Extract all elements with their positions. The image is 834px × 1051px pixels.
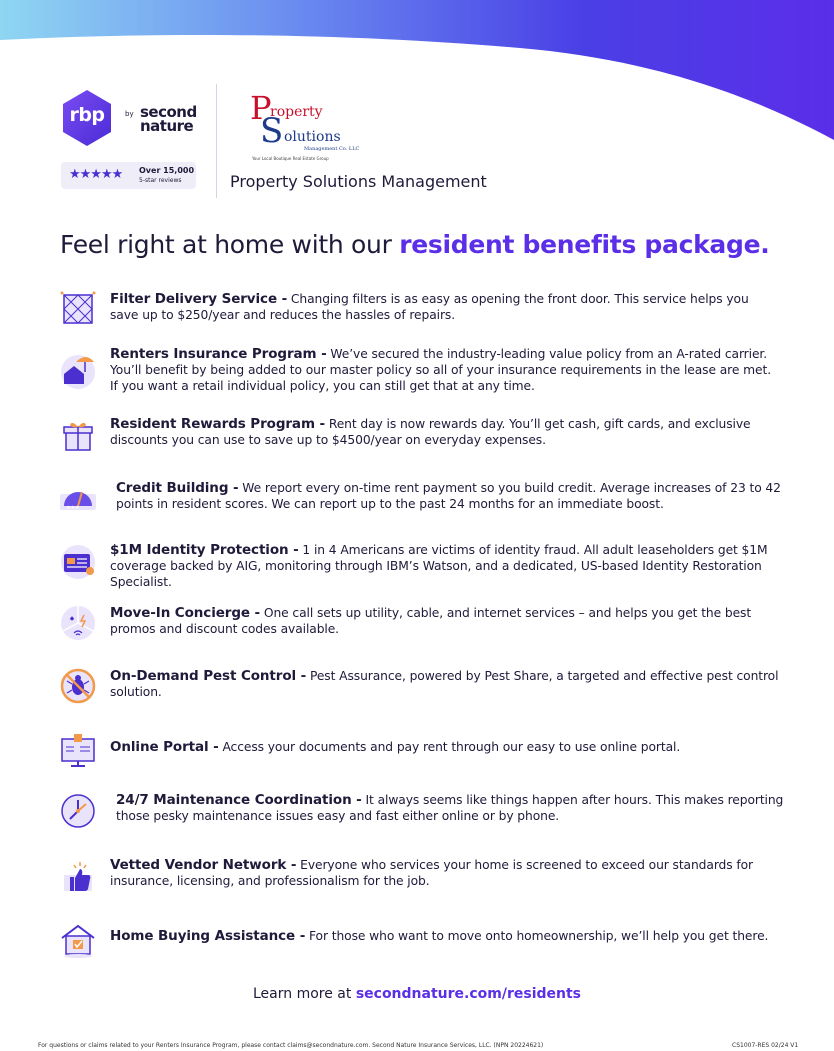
learn-more-link[interactable]: secondnature.com/residents <box>355 986 581 1002</box>
utilities-icon <box>58 603 98 643</box>
benefit-body: 1 in 4 Americans are victims of identity fraud. All adult leaseholders get $1M coverage backed by AIG, monitoring through IBM’s Watson, and a dedicated, US-based Identity Restoration Specialist. <box>110 543 768 589</box>
learn-more <box>0 986 834 1002</box>
benefit-text <box>110 928 780 944</box>
ps-logo-roperty: roperty <box>270 104 323 120</box>
benefit-title: Filter Delivery Service - <box>110 291 288 307</box>
svg-text:★★★: ★★★ <box>66 505 80 511</box>
filter-icon <box>58 289 98 329</box>
benefit-text <box>110 668 780 700</box>
footer-disclaimer: For questions or claims related to your Renters Insurance Program, please contact claims@secondnature.com. Second Nature Insurance Services, LLC. (NPN 20224621) <box>38 1042 544 1049</box>
benefit-text <box>110 542 780 590</box>
benefit-title: Vetted Vendor Network - <box>110 857 297 873</box>
footer-doc-code: CS1007-RES 02/24 V1 <box>732 1042 799 1049</box>
benefit-body: One call sets up utility, cable, and internet services – and helps you get the best promos and discount codes available. <box>110 606 752 636</box>
benefit-title: On-Demand Pest Control - <box>110 668 307 684</box>
no-bug-icon <box>58 666 98 706</box>
umbrella-house-icon <box>58 350 98 390</box>
headline-highlight-text: resident benefits package. <box>399 230 770 259</box>
benefit-text <box>116 480 786 512</box>
credit-gauge-icon <box>58 478 98 518</box>
benefit-title: Credit Building - <box>116 480 239 496</box>
benefit-body: Access your documents and pay rent through our easy to use online portal. <box>218 740 681 754</box>
thumbs-up-icon <box>58 857 98 897</box>
gift-icon <box>58 416 98 456</box>
home-check-icon <box>58 920 98 960</box>
page-headline <box>60 230 769 259</box>
learn-more-prefix: Learn more at <box>253 986 356 1002</box>
benefit-body: We’ve secured the industry-leading value policy from an A-rated carrier. You’ll benefit by being added to our master policy so all of your insurance requirements in the lease are met. If you want a retail individual policy, you can still get that at any time. <box>110 347 772 393</box>
benefit-title: Renters Insurance Program - <box>110 346 327 362</box>
identity-card-icon <box>58 542 98 582</box>
benefit-text <box>110 416 780 448</box>
rbp-logo <box>61 88 206 198</box>
property-solutions-logo <box>250 89 360 164</box>
benefit-body: Rent day is now rewards day. You’ll get cash, gift cards, and exclusive discounts you can use to save up to $4500/year on everyday expenses. <box>110 417 751 447</box>
benefit-text <box>110 291 780 323</box>
benefit-body: We report every on-time rent payment so you build credit. Average increases of 23 to 42 points in resident scores. We can report up to the past 24 months for an immediate boost. <box>116 481 781 511</box>
benefit-title: Move-In Concierge - <box>110 605 261 621</box>
company-name: Property Solutions Management <box>230 172 487 191</box>
benefit-body: Changing filters is as easy as opening the front door. This service helps you save up to $250/year and reduces the hassles of repairs. <box>110 292 749 322</box>
reviews-badge <box>61 162 196 189</box>
headline-highlight <box>399 230 769 259</box>
benefit-body: Everyone who services your home is screened to exceed our standards for insurance, licensing, and professionalism for the job. <box>110 858 753 888</box>
star-rating-icon: ★★★★★ <box>69 167 123 182</box>
second-nature-logo-text: second nature <box>140 103 197 135</box>
benefit-text <box>110 857 780 889</box>
ps-logo-mgmt: Management Co. LLC <box>304 146 360 152</box>
benefit-title: Resident Rewards Program - <box>110 416 326 432</box>
benefit-body: For those who want to move onto homeownership, we’ll help you get there. <box>305 929 769 943</box>
benefit-text <box>110 605 780 637</box>
by-text: by <box>125 110 134 118</box>
benefit-body: It always seems like things happen after hours. This makes reporting those pesky maintenance issues easy and fast either online or by phone. <box>116 793 784 823</box>
rbp-logo-text: rbp <box>69 104 105 126</box>
benefit-text <box>116 792 786 824</box>
benefit-body: Pest Assurance, powered by Pest Share, a targeted and effective pest control solution. <box>110 669 779 699</box>
ps-logo-tagline: Your Local Boutique Real Estate Group <box>252 156 329 161</box>
ps-logo-s: S <box>260 111 284 151</box>
benefit-title: $1M Identity Protection - <box>110 542 299 558</box>
benefit-title: Home Buying Assistance - <box>110 928 306 944</box>
benefit-title: Online Portal - <box>110 739 219 755</box>
clock-icon <box>58 790 98 830</box>
benefit-text <box>110 739 780 755</box>
headline-prefix: Feel right at home with our <box>60 230 400 259</box>
computer-icon <box>58 731 98 771</box>
ps-logo-olutions: olutions <box>284 129 341 145</box>
benefit-text <box>110 346 780 394</box>
reviews-caption: 5-star reviews <box>139 177 182 184</box>
reviews-count: Over 15,000 <box>139 166 195 175</box>
ps-logo-p: P <box>250 89 272 127</box>
logo-divider <box>216 84 217 198</box>
benefit-title: 24/7 Maintenance Coordination - <box>116 792 362 808</box>
